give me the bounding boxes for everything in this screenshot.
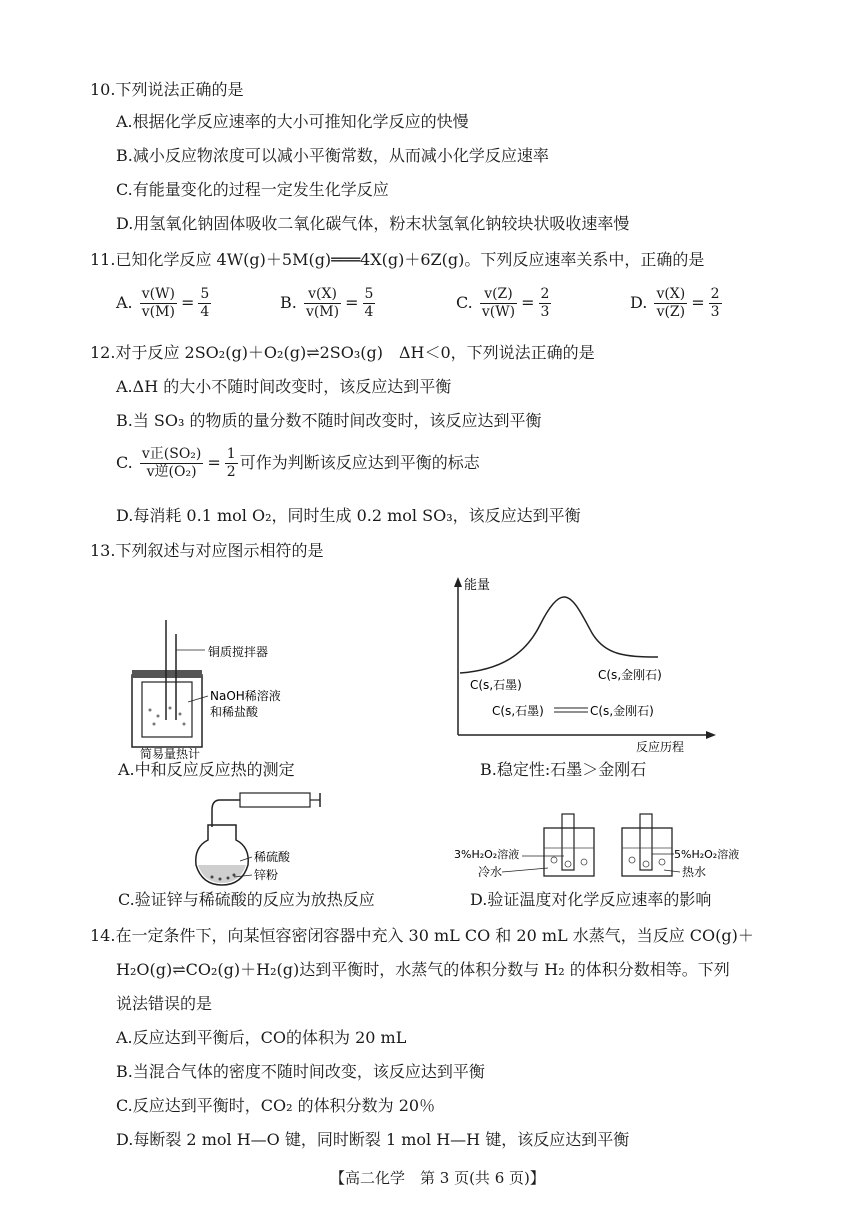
q14-option-c: C.反应达到平衡时，CO₂ 的体积分数为 20％: [116, 1096, 436, 1115]
fraction: $\frac{v(X)}{v(M)}$: [305, 286, 340, 320]
q12-stem: 12.对于反应 2SO₂(g)＋O₂(g)⇌2SO₃(g) ΔH＜0，下列说法正确的是: [90, 343, 595, 362]
q11-option-a: A. $\frac{v(W)}{v(M)}$ = $\frac{5}{4}$: [116, 286, 210, 320]
fraction: $\frac{\text{v正(SO₂)}}{\text{v逆(O₂)}}$: [141, 446, 202, 480]
figure-c-flask: [190, 785, 350, 890]
figure-d-caption: D.验证温度对化学反应速率的影响: [470, 890, 712, 909]
start-label: C(s,石墨): [470, 678, 522, 692]
fraction: $\frac{v(Z)}{v(W)}$: [481, 286, 516, 320]
label-cold-water: 冷水: [478, 865, 503, 879]
figure-b-caption: B.稳定性:石墨＞金刚石: [480, 760, 647, 779]
figure-a-caption: A.中和反应反应热的测定: [118, 760, 295, 779]
y-axis-label: 能量: [464, 578, 491, 593]
figure-d-beakers: [452, 810, 752, 890]
figure-b-energy-diagram: [440, 575, 720, 755]
q10-stem: 10.下列说法正确的是: [90, 80, 244, 99]
q14-option-b: B.当混合气体的密度不随时间改变，该反应达到平衡: [116, 1062, 485, 1081]
q12-option-d: D.每消耗 0.1 mol O₂，同时生成 0.2 mol SO₃，该反应达到平衡: [116, 506, 581, 525]
q11-option-b: B. $\frac{v(X)}{v(M)}$ = $\frac{5}{4}$: [280, 286, 374, 320]
option-c-tail: 可作为判断该反应达到平衡的标志: [239, 453, 480, 472]
q13-stem: 13.下列叙述与对应图示相符的是: [90, 541, 324, 560]
q10-option-b: B.减小反应物浓度可以减小平衡常数，从而减小化学反应速率: [116, 146, 549, 165]
figure-c-caption: C.验证锌与稀硫酸的反应为放热反应: [118, 890, 375, 909]
ratio: $\frac{5}{4}$: [364, 286, 374, 320]
ratio: $\frac{2}{3}$: [710, 286, 720, 320]
q10-option-c: C.有能量变化的过程一定发生化学反应: [116, 180, 389, 199]
label-hot-water: 热水: [682, 865, 707, 879]
q12-option-a: A.ΔH 的大小不随时间改变时，该反应达到平衡: [116, 377, 452, 396]
q14-stem-line1: 14.在一定条件下，向某恒容密闭容器中充入 30 mL CO 和 20 mL 水蒸气，当反应 CO(g)＋: [90, 926, 754, 945]
label-calorimeter: 简易量热计: [140, 747, 201, 760]
page-footer: 【高二化学 第 3 页(共 6 页)】: [330, 1169, 545, 1187]
ratio: $\frac{1}{2}$: [226, 446, 236, 480]
q10-option-d: D.用氢氧化钠固体吸收二氧化碳气体，粉末状氢氧化钠较块状吸收速率慢: [116, 214, 630, 233]
label-stirrer: 铜质搅拌器: [208, 645, 269, 659]
end-label: C(s,金刚石): [598, 668, 662, 682]
label-zinc: 锌粉: [254, 868, 279, 882]
q14-option-d: D.每断裂 2 mol H—O 键，同时断裂 1 mol H—H 键，该反应达到平衡: [116, 1130, 630, 1149]
q11-stem: 11.已知化学反应 4W(g)＋5M(g)═══4X(g)＋6Z(g)。下列反应速率关系中，正确的是: [90, 250, 705, 269]
q12-option-b: B.当 SO₃ 的物质的量分数不随时间改变时，该反应达到平衡: [116, 411, 542, 430]
x-axis-label: 反应历程: [636, 740, 685, 754]
figure-a-calorimeter: [110, 620, 350, 760]
ratio: $\frac{5}{4}$: [200, 286, 210, 320]
q10-option-a: A.根据化学反应速率的大小可推知化学反应的快慢: [116, 112, 469, 131]
option-label: C.: [456, 293, 473, 312]
fraction: $\frac{v(W)}{v(M)}$: [141, 286, 175, 320]
fraction: $\frac{v(X)}{v(Z)}$: [656, 286, 686, 320]
option-label: D.: [630, 293, 648, 312]
option-label: C.: [116, 453, 133, 472]
label-hcl: 和稀盐酸: [210, 705, 259, 719]
ratio: $\frac{2}{3}$: [540, 286, 550, 320]
q11-option-c: C. $\frac{v(Z)}{v(W)}$ = $\frac{2}{3}$: [456, 286, 550, 320]
q14-stem-line2: H₂O(g)⇌CO₂(g)＋H₂(g)达到平衡时，水蒸气的体积分数与 H₂ 的体积分数相等。下列: [116, 960, 730, 979]
option-label: B.: [280, 293, 297, 312]
eq-left: C(s,石墨): [492, 704, 544, 718]
q11-option-d: D. $\frac{v(X)}{v(Z)}$ = $\frac{2}{3}$: [630, 286, 720, 320]
label-naoh: NaOH稀溶液: [210, 689, 281, 703]
eq-right: C(s,金刚石): [590, 704, 654, 718]
label-left-solution: 3%H₂O₂溶液: [454, 848, 520, 861]
option-label: A.: [116, 293, 133, 312]
label-acid: 稀硫酸: [254, 850, 291, 864]
q12-option-c: C. $\frac{\text{v正(SO₂)}}{\text{v逆(O₂)}}$ = $\frac{1}{2}$ 可作为判断该反应达到平衡的标志: [116, 446, 480, 480]
label-right-solution: 5%H₂O₂溶液: [674, 848, 740, 861]
q14-stem-line3: 说法错误的是: [116, 994, 213, 1013]
q14-option-a: A.反应达到平衡后，CO的体积为 20 mL: [116, 1028, 407, 1047]
